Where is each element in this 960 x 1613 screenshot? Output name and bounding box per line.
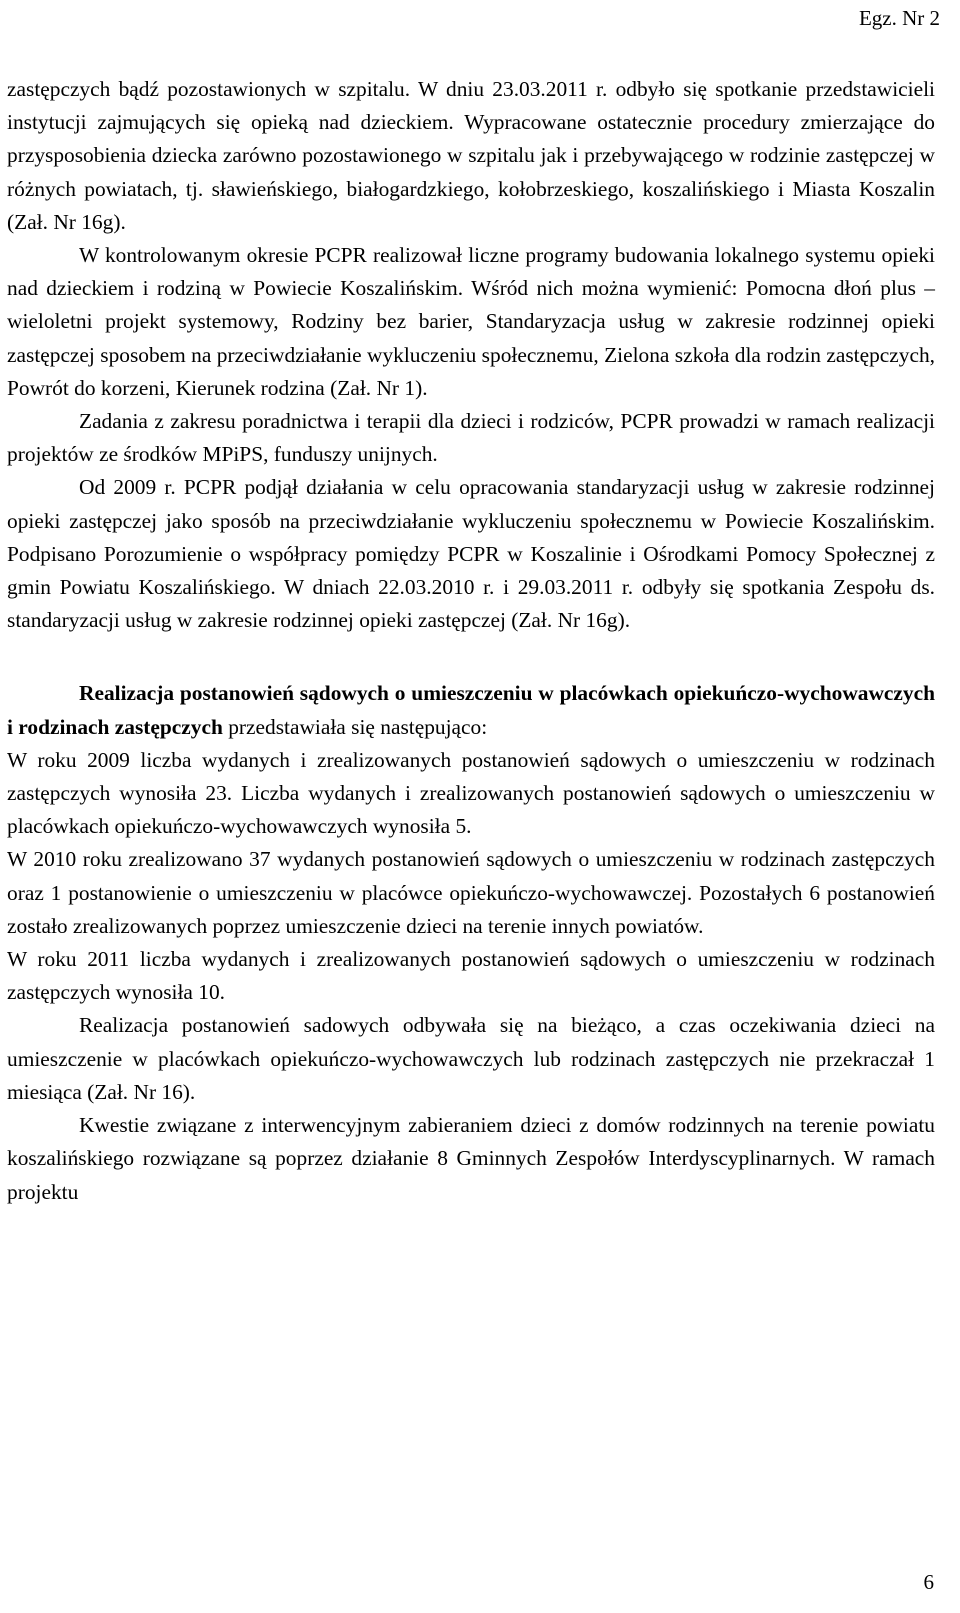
paragraph-adoption-procedures: zastępczych bądź pozostawionych w szpitalu. W dniu 23.03.2011 r. odbyło się spotkanie przedstawicieli instytucji zajmujących się opieką nad dzieckiem. Wypracowane ostatecznie procedury zmierzające do przysposobienia dziecka zarówno pozostawionego w szpitalu jak i przebywającego w rodzinie zastępczej w różnych powiatach, tj. sławieńskiego, białogardzkiego, kołobrzeskiego, koszalińskiego i Miasta Koszalin (Zał. Nr 16g).: [7, 77, 935, 234]
paragraph-counseling: Zadania z zakresu poradnictwa i terapii dla dzieci i rodziców, PCPR prowadzi w ramach realizacji projektów ze środków MPiPS, funduszy unijnych.: [7, 409, 935, 467]
paragraph-year-2009: W roku 2009 liczba wydanych i zrealizowanych postanowień sądowych o umieszczeniu w rodzinach zastępczych wynosiła 23. Liczba wydanych i zrealizowanych postanowień sądowych o umieszczeniu w placówkach opiekuńczo-wychowawczych wynosiła 5.: [7, 747, 935, 839]
court-rulings-heading: Realizacja postanowień sądowych o umieszczeniu w placówkach opiekuńczo-wychowawczych i rodzinach zastępczych: [7, 681, 935, 739]
paragraph-year-2011: W roku 2011 liczba wydanych i zrealizowanych postanowień sądowych o umieszczeniu w rodzinach zastępczych wynosiła 10.: [7, 947, 935, 1005]
paragraph-year-2010: W 2010 roku zrealizowano 37 wydanych postanowień sądowych o umieszczeniu w rodzinach zastępczych oraz 1 postanowienie o umieszczeniu w placówce opiekuńczo-wychowawczej. Pozostałych 6 postanowień zostało zrealizowanych poprzez umieszczenie dzieci na terenie innych powiatów.: [7, 847, 935, 938]
paragraph-intervention: Kwestie związane z interwencyjnym zabieraniem dzieci z domów rodzinnych na terenie powiatu koszalińskiego rozwiązane są poprzez działanie 8 Gminnych Zespołów Interdyscyplinarnych. W ramach projektu: [7, 1113, 935, 1204]
paragraph-waiting-time: Realizacja postanowień sadowych odbywała się na bieżąco, a czas oczekiwania dzieci na umieszczenie w placówkach opiekuńczo-wychowawczych lub rodzinach zastępczych nie przekraczał 1 miesiąca (Zał. Nr 16).: [7, 1013, 935, 1104]
paragraph-programs: W kontrolowanym okresie PCPR realizował liczne programy budowania lokalnego systemu opieki nad dzieckiem i rodziną w Powiecie Koszalińskim. Wśród nich można wymienić: Pomocna dłoń plus – wieloletni projekt systemowy, Rodziny bez barier, Standaryzacja usług w zakresie rodzinnej opieki zastępczej sposobem na przeciwdziałanie wykluczeniu społecznemu, Zielona szkoła dla rodzin zastępczych, Powrót do korzeni, Kierunek rodzina (Zał. Nr 1).: [7, 243, 935, 400]
paragraph-court-rulings-heading: [7, 677, 935, 743]
page-number: 6: [923, 1569, 934, 1594]
court-rulings-heading-rest: przedstawiała się następująco:: [222, 714, 488, 739]
copy-number-label: Egz. Nr 2: [858, 6, 940, 30]
document-body: [7, 73, 935, 1209]
paragraph-spacer: [7, 637, 935, 677]
paragraph-standardization: Od 2009 r. PCPR podjął działania w celu opracowania standaryzacji usług w zakresie rodzinnej opieki zastępczej jako sposób na przeciwdziałanie wykluczeniu społecznemu w Powiecie Koszalińskim. Podpisano Porozumienie o współpracy pomiędzy PCPR w Koszalinie i Ośrodkami Pomocy Społecznej z gmin Powiatu Koszalińskiego. W dniach 22.03.2010 r. i 29.03.2011 r. odbyły się spotkania Zespołu ds. standaryzacji usług w zakresie rodzinnej opieki zastępczej (Zał. Nr 16g).: [7, 475, 935, 633]
